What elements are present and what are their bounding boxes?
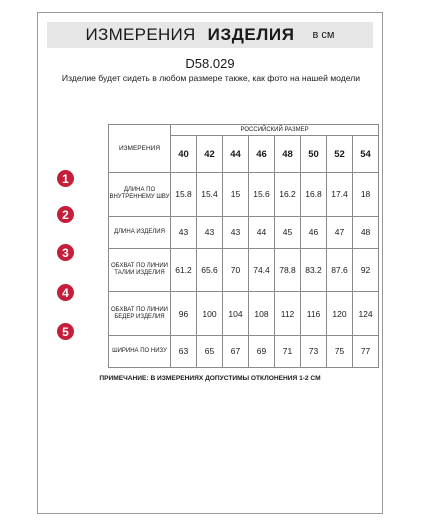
value-cell: 44 <box>249 216 275 248</box>
value-cell: 83.2 <box>301 248 327 292</box>
value-cell: 48 <box>353 216 379 248</box>
value-cell: 104 <box>223 292 249 336</box>
value-cell: 92 <box>353 248 379 292</box>
measurement-label: ОБХВАТ ПО ЛИНИИ ТАЛИИ ИЗДЕЛИЯ <box>109 248 171 292</box>
header-unit: в см <box>312 29 335 41</box>
article-number: D58.029 <box>185 56 235 71</box>
size-cell: 46 <box>249 136 275 173</box>
value-cell: 61.2 <box>171 248 197 292</box>
value-cell: 45 <box>275 216 301 248</box>
value-cell: 74.4 <box>249 248 275 292</box>
row-number-badge: 3 <box>57 244 74 261</box>
measurement-row <box>109 292 379 336</box>
value-cell: 78.8 <box>275 248 301 292</box>
measurement-label: ДЛИНА ИЗДЕЛИЯ <box>109 216 171 248</box>
value-cell: 46 <box>301 216 327 248</box>
row-number-badge: 4 <box>57 284 74 301</box>
tolerance-note: ПРИМЕЧАНИЕ: В ИЗМЕРЕНИЯХ ДОПУСТИМЫ ОТКЛОНЕНИЯ 1-2 СМ <box>99 375 321 382</box>
measurement-row <box>109 335 379 367</box>
header-bar <box>47 22 373 48</box>
value-cell: 63 <box>171 335 197 367</box>
measurement-label: ШИРИНА ПО НИЗУ <box>109 335 171 367</box>
value-cell: 15.4 <box>197 173 223 217</box>
value-cell: 15.8 <box>171 173 197 217</box>
header-measurements: ИЗМЕРЕНИЯ <box>85 25 196 44</box>
row-number-badge: 2 <box>57 206 74 223</box>
value-cell: 15 <box>223 173 249 217</box>
value-cell: 124 <box>353 292 379 336</box>
size-cell: 44 <box>223 136 249 173</box>
row-number-badge: 1 <box>57 170 74 187</box>
value-cell: 71 <box>275 335 301 367</box>
value-cell: 69 <box>249 335 275 367</box>
measurement-label: ОБХВАТ ПО ЛИНИИ БЕДЕР ИЗДЕЛИЯ <box>109 292 171 336</box>
value-cell: 70 <box>223 248 249 292</box>
value-cell: 112 <box>275 292 301 336</box>
size-cell: 52 <box>327 136 353 173</box>
value-cell: 87.6 <box>327 248 353 292</box>
row-number-badge: 5 <box>57 323 74 340</box>
value-cell: 116 <box>301 292 327 336</box>
header-item: ИЗДЕЛИЯ <box>207 25 295 44</box>
size-cell: 48 <box>275 136 301 173</box>
size-header-row <box>109 125 379 136</box>
value-cell: 65 <box>197 335 223 367</box>
measurement-row <box>109 173 379 217</box>
size-chart-card <box>37 12 383 514</box>
size-table <box>108 124 379 368</box>
value-cell: 47 <box>327 216 353 248</box>
value-cell: 15.6 <box>249 173 275 217</box>
value-cell: 120 <box>327 292 353 336</box>
value-cell: 43 <box>171 216 197 248</box>
fit-description: Изделие будет сидеть в любом размере также, как фото на нашей модели <box>61 73 361 83</box>
value-cell: 43 <box>223 216 249 248</box>
measurement-label: ДЛИНА ПО ВНУТРЕННЕМУ ШВУ <box>109 173 171 217</box>
value-cell: 43 <box>197 216 223 248</box>
value-cell: 96 <box>171 292 197 336</box>
value-cell: 73 <box>301 335 327 367</box>
value-cell: 75 <box>327 335 353 367</box>
value-cell: 100 <box>197 292 223 336</box>
russian-size-header: РОССИЙСКИЙ РАЗМЕР <box>171 125 379 136</box>
size-cell: 40 <box>171 136 197 173</box>
value-cell: 77 <box>353 335 379 367</box>
value-cell: 18 <box>353 173 379 217</box>
size-cell: 54 <box>353 136 379 173</box>
value-cell: 16.8 <box>301 173 327 217</box>
value-cell: 108 <box>249 292 275 336</box>
measurement-row <box>109 216 379 248</box>
measurement-row <box>109 248 379 292</box>
size-cell: 50 <box>301 136 327 173</box>
measurements-header: ИЗМЕРЕНИЯ <box>109 125 171 173</box>
value-cell: 16.2 <box>275 173 301 217</box>
value-cell: 17.4 <box>327 173 353 217</box>
size-cell: 42 <box>197 136 223 173</box>
value-cell: 65.6 <box>197 248 223 292</box>
value-cell: 67 <box>223 335 249 367</box>
